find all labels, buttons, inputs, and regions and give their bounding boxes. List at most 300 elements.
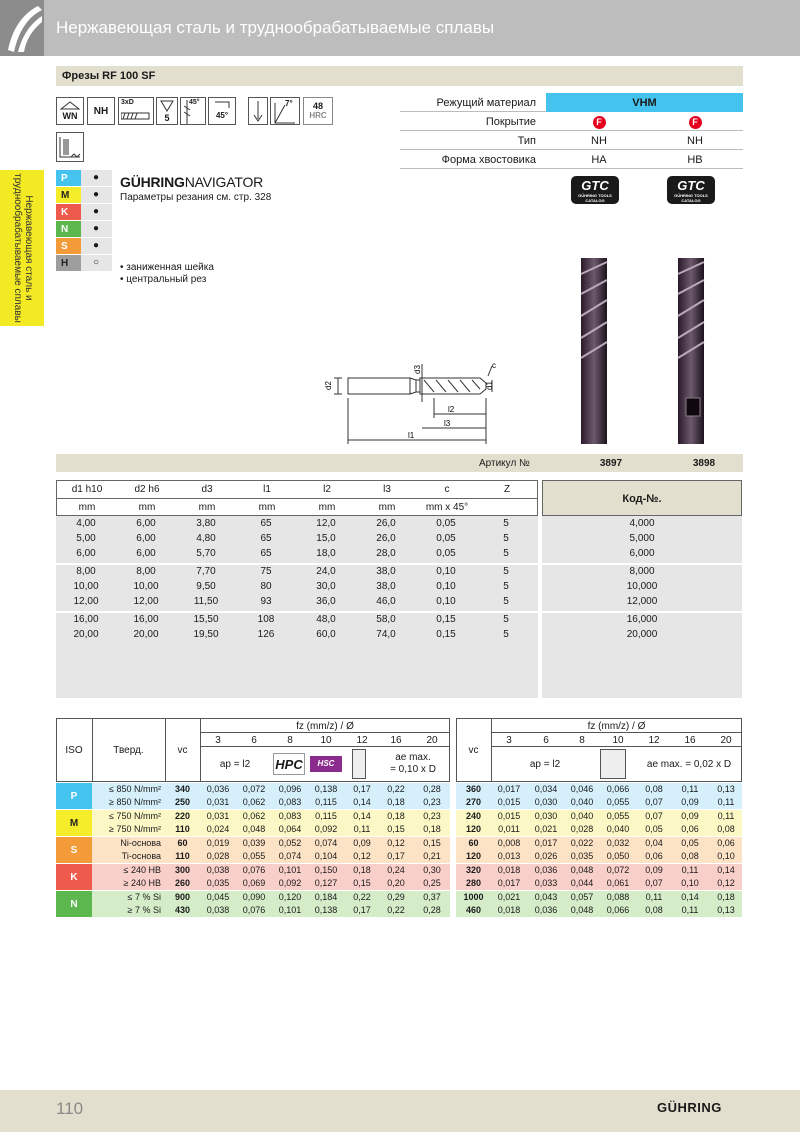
- vc-value: 430: [174, 905, 191, 915]
- fz-value: 0,101: [278, 905, 302, 915]
- dim-cell: 30,0: [316, 581, 336, 592]
- material-row-p[interactable]: [56, 170, 112, 187]
- dim-cell: 19,50: [193, 629, 219, 640]
- diameter-header: 12: [648, 735, 660, 746]
- material-suitability-icon: ●: [92, 172, 100, 183]
- fz-value: 0,048: [570, 905, 594, 915]
- fz-value: 0,074: [314, 838, 338, 848]
- fz-value: 0,057: [570, 892, 594, 902]
- fz-value: 0,15: [353, 878, 371, 888]
- milling-width-icon: [600, 749, 626, 779]
- fz-value: 0,064: [278, 824, 302, 834]
- page-title: Нержавеющая сталь и труднообрабатываемые сплавы: [56, 18, 495, 37]
- fz-value: 0,25: [423, 878, 441, 888]
- diameter-header: 8: [579, 735, 585, 746]
- dim-cell: 6,00: [76, 548, 96, 559]
- diameter-header: 3: [215, 735, 221, 746]
- dim-header-1: d2 h6: [134, 484, 160, 495]
- row-divider: [491, 732, 742, 733]
- hardness-value: Ti-основа: [121, 851, 161, 861]
- dim-label-d2: d2: [324, 381, 333, 390]
- fz-value: 0,062: [242, 797, 266, 807]
- diameter-header: 20: [720, 735, 732, 746]
- dim-header-3: l1: [263, 484, 271, 495]
- material-row-s[interactable]: [56, 238, 112, 255]
- fz-value: 0,14: [717, 865, 735, 875]
- fz-value: 0,29: [387, 892, 405, 902]
- diameter-header: 6: [251, 735, 257, 746]
- fz-value: 0,046: [570, 784, 594, 794]
- fz-value: 0,28: [423, 905, 441, 915]
- diameter-header: 16: [684, 735, 696, 746]
- iso-group-code: N: [70, 899, 78, 910]
- vc-value: 260: [174, 878, 191, 888]
- dim-table-row[interactable]: [56, 532, 538, 547]
- dim-cell: 0,15: [436, 629, 456, 640]
- dim-label-d3: d3: [413, 365, 422, 374]
- fz-value: 0,024: [206, 824, 230, 834]
- fz-value: 0,036: [534, 905, 558, 915]
- material-code: P: [61, 173, 68, 184]
- fz-value: 0,09: [353, 838, 371, 848]
- fz-value: 0,015: [497, 811, 521, 821]
- hpc-icon: HPC: [273, 753, 305, 775]
- dim-cell: 58,0: [376, 614, 396, 625]
- dim-cell: 6,00: [136, 548, 156, 559]
- fz-value: 0,09: [645, 865, 663, 875]
- fz-value: 0,08: [645, 905, 663, 915]
- fz-value: 0,052: [278, 838, 302, 848]
- fz-value: 0,18: [423, 824, 441, 834]
- material-code: M: [61, 190, 70, 201]
- material-color-swatch: [56, 170, 81, 186]
- fz-value: 0,066: [606, 784, 630, 794]
- dim-cell: 93: [260, 596, 272, 607]
- dim-cell: 46,0: [376, 596, 396, 607]
- fz-value: 0,184: [314, 892, 338, 902]
- fz-value: 0,035: [570, 851, 594, 861]
- diameter-header: 16: [390, 735, 402, 746]
- dim-cell: 5,70: [196, 548, 216, 559]
- diameter-header: 6: [543, 735, 549, 746]
- fz-value: 0,048: [570, 865, 594, 875]
- vc-value: 360: [465, 784, 482, 794]
- material-row-h[interactable]: [56, 255, 112, 272]
- hardness-value: ≥ 7 % Si: [127, 905, 161, 915]
- vc-value: 220: [174, 811, 191, 821]
- fz-value: 0,15: [423, 838, 441, 848]
- vc-value: 120: [465, 824, 482, 834]
- geometry-icon: [56, 132, 84, 162]
- fz-value: 0,015: [497, 797, 521, 807]
- gtc-logo[interactable]: GTC GÜHRING TOOLS CATALOG: [571, 176, 619, 204]
- dim-cell: 0,10: [436, 596, 456, 607]
- vc-value: 240: [465, 811, 482, 821]
- dim-unit-3: mm: [258, 502, 276, 513]
- fz-value: 0,14: [353, 797, 371, 807]
- dim-unit-7: [477, 499, 537, 516]
- dim-unit-4: mm: [318, 502, 336, 513]
- fz-value: 0,115: [315, 797, 337, 807]
- material-row-k[interactable]: [56, 204, 112, 221]
- fz-value: 0,031: [206, 797, 230, 807]
- dim-cell: 4,80: [196, 533, 216, 544]
- code-cell[interactable]: 12,000: [626, 596, 658, 607]
- iso-group-code: P: [70, 791, 78, 802]
- dim-label-l3: l3: [444, 419, 451, 428]
- row-divider: [491, 746, 742, 747]
- fz-value: 0,083: [278, 811, 302, 821]
- hsc-icon: HSC: [310, 756, 342, 772]
- fz-value: 0,12: [387, 838, 405, 848]
- dim-cell: 5: [503, 533, 509, 544]
- fz-value: 0,20: [387, 878, 405, 888]
- dim-unit-1: mm: [138, 502, 156, 513]
- prop-row-coating: Покрытие F F: [400, 112, 743, 131]
- dim-cell: 36,0: [316, 596, 336, 607]
- dim-cell: 11,50: [193, 596, 219, 607]
- fz-value: 0,138: [314, 784, 338, 794]
- fz-value: 0,055: [242, 851, 266, 861]
- fz-value: 0,066: [606, 905, 630, 915]
- page-header: [0, 0, 800, 56]
- dim-cell: 5: [503, 566, 509, 577]
- ae-condition: = 0,10 x D: [390, 764, 436, 775]
- fz-value: 0,021: [497, 892, 521, 902]
- dim-header-5: l3: [383, 484, 391, 495]
- vc-value: 300: [174, 865, 191, 875]
- length-3xd-icon: 3xD: [118, 97, 154, 125]
- dim-table-row[interactable]: [56, 517, 538, 532]
- dim-cell: 65: [260, 533, 272, 544]
- dim-unit-0: mm: [78, 502, 96, 513]
- fz-value: 0,083: [278, 797, 302, 807]
- fz-value: 0,11: [681, 865, 699, 875]
- fz-value: 0,06: [681, 824, 699, 834]
- ap-condition: ap = l2: [529, 759, 561, 770]
- fz-value: 0,034: [534, 784, 558, 794]
- material-color-swatch: [56, 255, 81, 271]
- hardness-icon: 48 HRC: [303, 97, 333, 125]
- dim-header-6: c: [444, 484, 450, 495]
- dim-cell: 80: [260, 581, 272, 592]
- fz-value: 0,18: [717, 892, 735, 902]
- fz-value: 0,14: [353, 811, 371, 821]
- iso-group-code: S: [70, 845, 78, 856]
- vc-value: 120: [465, 851, 482, 861]
- fz-value: 0,022: [570, 838, 594, 848]
- fz-value: 0,06: [645, 851, 663, 861]
- prop-row-shank: Форма хвостовика HA HB: [400, 150, 743, 169]
- feature-item: • заниженная шейка: [120, 262, 214, 273]
- dim-cell: 5: [503, 548, 509, 559]
- diameter-header: 8: [287, 735, 293, 746]
- material-color-swatch: [56, 204, 81, 220]
- technical-drawing: [320, 358, 510, 448]
- fz-value: 0,30: [423, 865, 441, 875]
- prop-row-type: Тип NH NH: [400, 131, 743, 150]
- dim-cell: 0,05: [436, 548, 456, 559]
- dim-cell: 8,00: [136, 566, 156, 577]
- fz-value: 0,28: [423, 784, 441, 794]
- fz-value: 0,104: [314, 851, 338, 861]
- vc-value: 1000: [463, 892, 484, 902]
- vc-value: 900: [174, 892, 191, 902]
- header-divider: [57, 498, 537, 499]
- fz-value: 0,050: [606, 851, 630, 861]
- dim-unit-6: mm x 45°: [425, 502, 469, 513]
- fz-value: 0,040: [570, 797, 594, 807]
- fz-value: 0,23: [423, 797, 441, 807]
- fz-value: 0,032: [606, 838, 630, 848]
- diameter-header: 3: [506, 735, 512, 746]
- code-cell[interactable]: 8,000: [629, 566, 655, 577]
- fz-value: 0,069: [242, 878, 266, 888]
- fz-value: 0,018: [497, 905, 521, 915]
- dim-cell: 5,00: [76, 533, 96, 544]
- fz-value: 0,17: [387, 851, 405, 861]
- dim-cell: 16,00: [73, 614, 99, 625]
- fz-value: 0,101: [278, 865, 302, 875]
- diameter-header: 20: [426, 735, 438, 746]
- dim-cell: 38,0: [376, 581, 396, 592]
- code-cell[interactable]: 16,000: [626, 614, 658, 625]
- code-cell[interactable]: 20,000: [626, 629, 658, 640]
- hardness-value: ≥ 850 N/mm²: [109, 797, 161, 807]
- fz-value: 0,045: [206, 892, 230, 902]
- dim-header-4: l2: [323, 484, 331, 495]
- fz-value: 0,10: [717, 851, 735, 861]
- dim-cell: 12,00: [133, 596, 159, 607]
- fz-value: 0,030: [534, 811, 558, 821]
- hardness-value: ≤ 850 N/mm²: [109, 784, 161, 794]
- dim-cell: 38,0: [376, 566, 396, 577]
- dim-cell: 15,50: [193, 614, 219, 625]
- dim-cell: 5: [503, 581, 509, 592]
- dim-cell: 3,80: [196, 518, 216, 529]
- fz-value: 0,048: [242, 824, 266, 834]
- fz-value: 0,11: [681, 905, 699, 915]
- fz-value: 0,07: [645, 811, 663, 821]
- hardness-value: ≤ 240 HB: [123, 865, 161, 875]
- dim-label-d1: d1: [485, 381, 494, 390]
- fz-value: 0,24: [387, 865, 405, 875]
- angle-7-icon: 7°: [270, 97, 300, 125]
- material-row-n[interactable]: [56, 221, 112, 238]
- dim-cell: 65: [260, 548, 272, 559]
- fz-value: 0,096: [278, 784, 302, 794]
- vc-value: 110: [175, 824, 190, 834]
- diameter-header: 12: [356, 735, 368, 746]
- material-code: H: [61, 258, 69, 269]
- fz-value: 0,038: [206, 905, 230, 915]
- code-cell[interactable]: 4,000: [629, 518, 655, 529]
- material-code: N: [61, 224, 69, 235]
- dim-table-row[interactable]: [56, 547, 538, 562]
- fz-value: 0,036: [206, 784, 230, 794]
- row-divider: [200, 732, 450, 733]
- fz-value: 0,035: [206, 878, 230, 888]
- page-number: 110: [56, 1099, 84, 1118]
- fz-value: 0,039: [242, 838, 266, 848]
- article-number[interactable]: 3898: [692, 458, 716, 469]
- material-color-swatch: [56, 238, 81, 254]
- fz-value: 0,08: [681, 851, 699, 861]
- fz-value: 0,14: [681, 892, 699, 902]
- material-code: K: [61, 207, 69, 218]
- product-title-bar: [56, 66, 743, 86]
- fz-value: 0,22: [387, 784, 405, 794]
- dim-cell: 20,00: [73, 629, 99, 640]
- dim-cell: 0,05: [436, 533, 456, 544]
- fz-value: 0,138: [314, 905, 338, 915]
- end-mill-image-ha: [579, 258, 609, 444]
- material-suitability-icon: ●: [92, 189, 100, 200]
- fz-value: 0,08: [645, 784, 663, 794]
- material-color-swatch: [56, 221, 81, 237]
- fz-value: 0,044: [570, 878, 594, 888]
- fz-value: 0,088: [606, 892, 630, 902]
- dim-unit-2: mm: [198, 502, 216, 513]
- dim-cell: 48,0: [316, 614, 336, 625]
- fz-value: 0,07: [645, 797, 663, 807]
- article-number[interactable]: 3897: [599, 458, 623, 469]
- brand-logo: GÜHRING: [657, 1100, 722, 1115]
- fz-value: 0,038: [206, 865, 230, 875]
- fz-value: 0,21: [423, 851, 441, 861]
- article-bar: Артикул № 3897 3898: [56, 454, 743, 472]
- fz-value: 0,031: [206, 811, 230, 821]
- row-divider: [200, 746, 450, 747]
- vc-value: 340: [174, 784, 191, 794]
- hardness-value: ≥ 750 N/mm²: [109, 824, 161, 834]
- dim-cell: 20,00: [133, 629, 159, 640]
- prop-row-material: Режущий материал VHM: [400, 93, 743, 112]
- fz-value: 0,036: [534, 865, 558, 875]
- dim-table-row[interactable]: [56, 613, 538, 628]
- iso-group-code: K: [70, 872, 78, 883]
- dim-table-row[interactable]: [56, 580, 538, 595]
- dim-cell: 75: [260, 566, 272, 577]
- dimension-table-header: [56, 480, 538, 516]
- navigator-subtitle: Параметры резания см. стр. 328: [120, 192, 272, 203]
- material-color-swatch: [56, 187, 81, 203]
- dim-cell: 65: [260, 518, 272, 529]
- vc-value: 60: [468, 838, 479, 848]
- dim-table-row[interactable]: [56, 595, 538, 610]
- fz-value: 0,15: [387, 824, 405, 834]
- dim-unit-5: mm: [378, 502, 396, 513]
- fz-value: 0,011: [498, 824, 520, 834]
- dim-cell: 0,10: [436, 566, 456, 577]
- dim-table-row[interactable]: [56, 628, 538, 643]
- coating-f-icon: F: [689, 116, 702, 129]
- fz-header: fz (mm/z) / Ø: [587, 721, 646, 732]
- fz-value: 0,22: [353, 892, 371, 902]
- fz-value: 0,37: [423, 892, 441, 902]
- dim-table-row[interactable]: [56, 565, 538, 580]
- fz-value: 0,008: [497, 838, 521, 848]
- material-row-m[interactable]: [56, 187, 112, 204]
- gtc-logo[interactable]: GTC GÜHRING TOOLS CATALOG: [667, 176, 715, 204]
- fz-value: 0,11: [681, 784, 699, 794]
- material-suitability-icon: ○: [92, 257, 100, 268]
- code-cell[interactable]: 5,000: [629, 533, 655, 544]
- dim-cell: 18,0: [316, 548, 336, 559]
- fz-value: 0,18: [387, 797, 405, 807]
- hardness-value: Ni-основа: [120, 838, 161, 848]
- dim-cell: 5: [503, 518, 509, 529]
- fz-value: 0,072: [606, 865, 630, 875]
- dim-cell: 16,00: [133, 614, 159, 625]
- fz-value: 0,17: [353, 784, 371, 794]
- fz-value: 0,076: [242, 905, 266, 915]
- fz-value: 0,12: [353, 851, 371, 861]
- fz-value: 0,18: [387, 811, 405, 821]
- dim-header-2: d3: [201, 484, 213, 495]
- wn-standard-icon: WN: [56, 97, 84, 125]
- diameter-header: 10: [320, 735, 332, 746]
- dim-cell: 0,05: [436, 518, 456, 529]
- fz-value: 0,08: [717, 824, 735, 834]
- iso-header: ISO: [65, 745, 83, 756]
- fz-value: 0,076: [242, 865, 266, 875]
- hardness-header: Тверд.: [113, 745, 144, 756]
- fz-value: 0,043: [534, 892, 558, 902]
- code-cell[interactable]: 10,000: [626, 581, 658, 592]
- dim-cell: 6,00: [136, 533, 156, 544]
- fz-value: 0,13: [717, 905, 735, 915]
- fz-value: 0,10: [681, 878, 699, 888]
- ae-condition: ae max.: [395, 752, 431, 763]
- dim-cell: 5: [503, 614, 509, 625]
- vc-header: vc: [468, 745, 479, 756]
- dim-cell: 0,15: [436, 614, 456, 625]
- dim-cell: 10,00: [73, 581, 99, 592]
- fz-value: 0,018: [497, 865, 521, 875]
- fz-value: 0,019: [206, 838, 230, 848]
- vc-header: vc: [177, 745, 188, 756]
- fz-value: 0,09: [681, 811, 699, 821]
- fz-value: 0,092: [314, 824, 338, 834]
- dim-label-c: c: [492, 361, 496, 370]
- fz-value: 0,074: [278, 851, 302, 861]
- dim-cell: 12,00: [73, 596, 99, 607]
- vc-value: 280: [465, 878, 482, 888]
- dim-label-l2: l2: [448, 405, 455, 414]
- fz-value: 0,040: [606, 824, 630, 834]
- dim-cell: 6,00: [136, 518, 156, 529]
- vc-value: 320: [465, 865, 482, 875]
- dim-cell: 126: [257, 629, 275, 640]
- fz-value: 0,04: [645, 838, 663, 848]
- iso-group-code: M: [69, 818, 79, 829]
- dim-cell: 24,0: [316, 566, 336, 577]
- dim-header-7: Z: [503, 484, 511, 495]
- dim-cell: 7,70: [196, 566, 216, 577]
- fz-value: 0,22: [387, 905, 405, 915]
- flutes-icon: 5: [156, 97, 178, 125]
- fz-value: 0,092: [278, 878, 302, 888]
- dim-label-l1: l1: [408, 431, 415, 440]
- fz-value: 0,017: [497, 784, 521, 794]
- code-cell[interactable]: 6,000: [629, 548, 655, 559]
- helix-45-icon: 45°: [180, 97, 206, 125]
- fz-value: 0,055: [606, 811, 630, 821]
- fz-value: 0,11: [645, 892, 663, 902]
- dim-cell: 108: [257, 614, 275, 625]
- dim-header-0: d1 h10: [71, 484, 103, 495]
